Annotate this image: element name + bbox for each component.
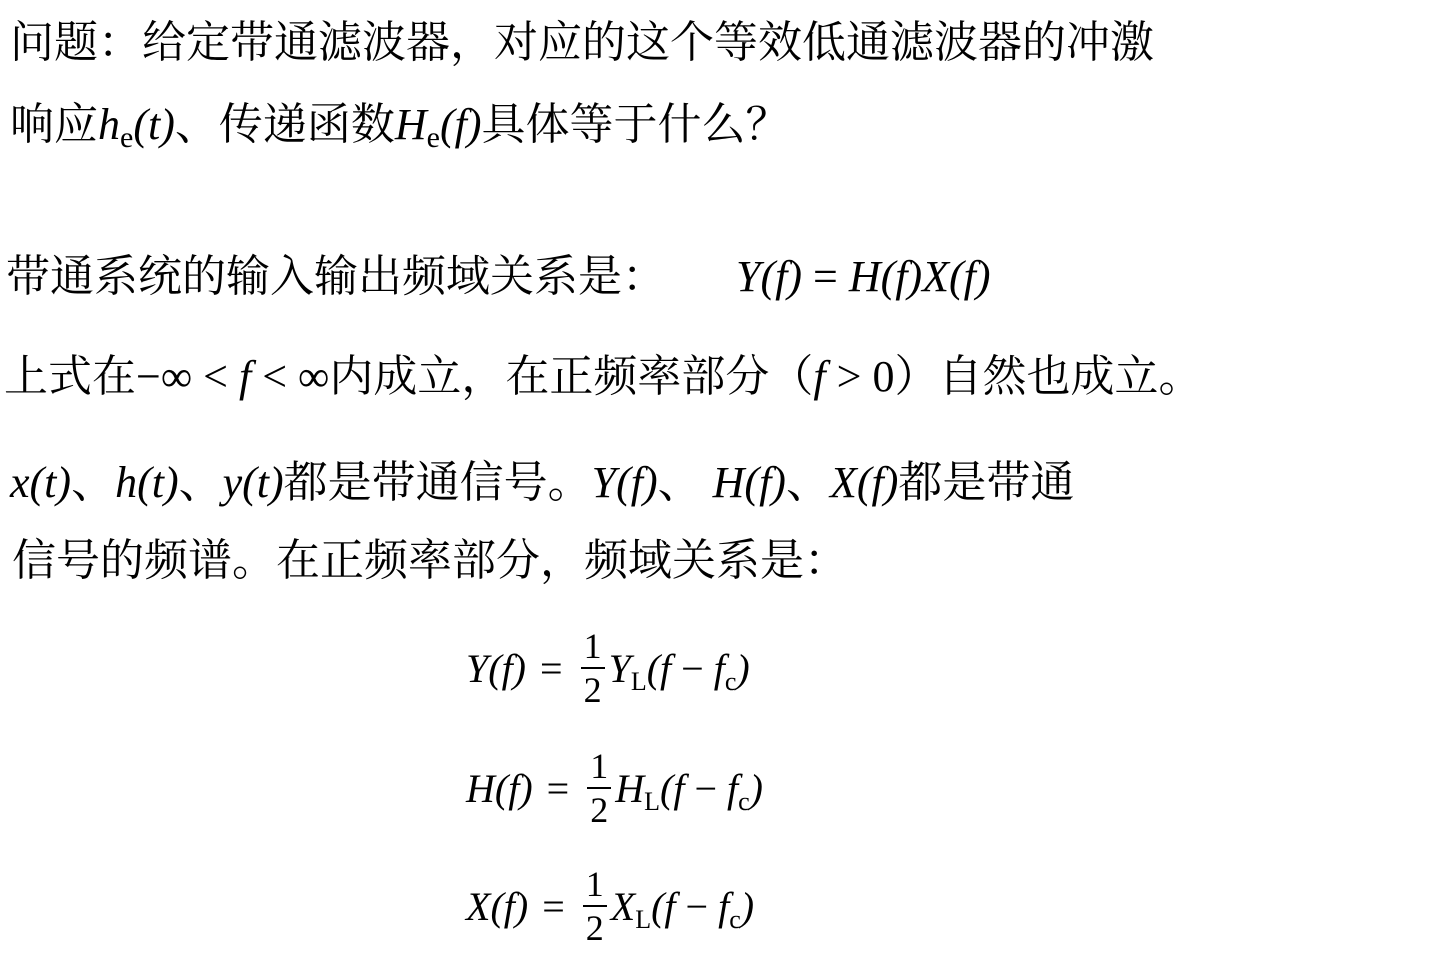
range-text-b: 内成立，在正频率部分（ <box>329 351 814 402</box>
fraction-one-half: $\frac{1}{2}$ <box>587 747 611 829</box>
question-line-1 <box>10 16 1154 70</box>
question-transfer-label: 、传递函数 <box>174 99 395 150</box>
signal-x: x(t) <box>10 458 72 507</box>
equation-H: H(f) = $\frac{1}{2}$ $H_L(f - f_c)$ <box>466 746 763 830</box>
equation-H-rhs: $H_L(f - f_c)$ <box>615 765 763 816</box>
range-line <box>4 350 1202 404</box>
signals-text-line2: 信号的频谱。在正频率部分，频域关系是： <box>12 535 848 586</box>
fraction-one-half: $\frac{1}{2}$ <box>583 865 607 947</box>
question-line-2 <box>10 98 790 152</box>
separator: 、 <box>71 457 116 508</box>
signals-line-1 <box>10 456 1074 510</box>
equation-X-lhs: X(f) <box>466 883 529 929</box>
signal-y: y(t) <box>222 458 284 507</box>
question-response-label: 响应 <box>10 99 98 150</box>
signal-h: h(t) <box>115 458 179 507</box>
signals-text-b: 都是带通 <box>898 457 1075 508</box>
spectrum-Y: Y(f) <box>591 458 658 507</box>
impulse-response-symbol: $h_e(t)$ <box>98 100 175 154</box>
relation-equation: Y(f) = H(f)X(f) <box>736 252 991 301</box>
relation-label: 带通系统的输入输出频域关系是： <box>6 251 666 302</box>
question-ending: 具体等于什么？ <box>481 99 790 150</box>
spectrum-H: H(f) <box>701 458 786 507</box>
equation-Y-lhs: Y(f) <box>466 645 527 691</box>
spectrum-X: X(f) <box>829 458 899 507</box>
separator: 、 <box>785 457 830 508</box>
positive-frequency-condition: f > 0 <box>813 352 895 401</box>
separator: 、 <box>657 457 702 508</box>
range-inequality: −∞ < f < ∞ <box>136 352 330 401</box>
separator: 、 <box>178 457 223 508</box>
equation-Y-rhs: $Y_L(f - f_c)$ <box>608 645 750 696</box>
equation-H-lhs: H(f) <box>466 765 533 811</box>
question-text-1: 问题：给定带通滤波器，对应的这个等效低通滤波器的冲激 <box>10 17 1154 68</box>
fraction-one-half: $\frac{1}{2}$ <box>581 627 605 709</box>
equation-X: X(f) = $\frac{1}{2}$ $X_L(f - f_c)$ <box>466 864 755 948</box>
range-text-a: 上式在 <box>4 351 136 402</box>
relation-line <box>6 250 991 304</box>
signals-line-2 <box>12 534 848 588</box>
equation-X-rhs: $X_L(f - f_c)$ <box>610 883 755 934</box>
range-text-c: ）自然也成立。 <box>894 351 1203 402</box>
signals-text-a: 都是带通信号。 <box>283 457 592 508</box>
transfer-function-symbol: $H_e(f)$ <box>394 100 482 154</box>
equation-Y: Y(f) = $\frac{1}{2}$ $Y_L(f - f_c)$ <box>466 626 750 710</box>
